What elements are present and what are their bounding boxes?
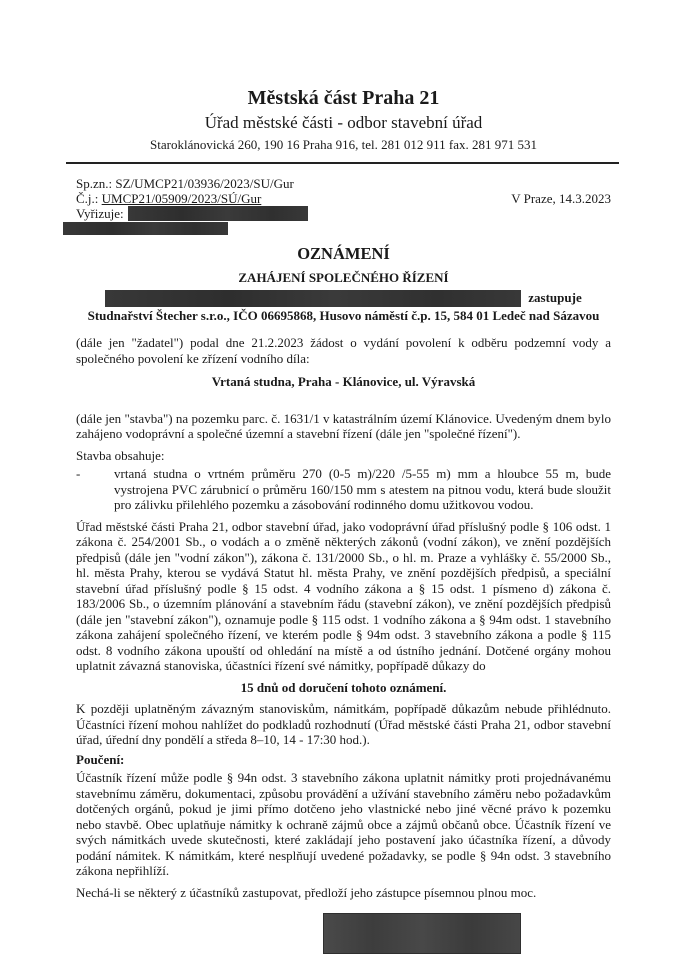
redaction-bar-handler-name [128,206,308,221]
authority-subtitle: Úřad městské části - odbor stavební úřad [204,113,483,132]
applicant-redacted-row [76,290,611,307]
header-divider [66,162,619,164]
authority-title: Městská část Praha 21 [247,87,440,109]
vyrizuje-row [76,206,611,221]
spzn-row [76,177,611,192]
paragraph-urad: Úřad městské části Praha 21, odbor stavební úřad, jako vodoprávní úřad příslušný podle § 106 odst. 1 zákona č. 254/2001 Sb., o vodách a o změně některých zákonů (vodní zákon), ve znění pozdějších předpisů (dále jen "vodní zákon"), zákona č. 131/2000 Sb., o hl. m. Praze a vyhlášky č. 55/2000 Sb., hl. města Prahy, kterou se vydává Statut hl. města Prahy, ve znění pozdějších předpisů, a speciální stavební úřad příslušný podle § 15 odst. 4 vodního zákona a § 15 odst. 1 písmeno d) zákona č. 183/2006 Sb., o územním plánování a stavebním řádu (stavební zákon), ve znění pozdějších předpisů (dále jen "stavební zákon"), oznamuje podle § 115 odst. 1 vodního zákona a § 94m odst. 1 stavebního zákona zahájení společného řízení, ve kterém podle § 94m odst. 3 stavebního zákona a podle § 115 odst. 8 vodního zákona upouští od ohledání na místě a od ústního jednání. Dotčené orgány mohou uplatnit závazná stanoviska, účastníci řízení své námitky, popřípadě důkazy do [76,518,611,673]
place-date: V Praze, 14.3.2023 [511,190,611,206]
notice-subheading: ZAHÁJENÍ SPOLEČNÉHO ŘÍZENÍ [238,270,449,285]
reference-block [76,177,611,235]
representative-line: Studnařství Štecher s.r.o., IČO 06695868, Husovo náměstí č.p. 15, 584 01 Ledeč nad Sázavou [87,307,600,323]
paragraph-stavba: (dále jen "stavba") na pozemku parc. č. 1631/1 v katastrálním území Klánovice. Uvedeným dnem bylo zahájeno vodoprávní a společné územní a stavební řízení (dále jen "společné řízení"). [76,410,611,441]
cj-label: Č.j.: [76,190,99,206]
spzn-label: Sp.zn.: [76,176,113,191]
notice-heading: OZNÁMENÍ [297,244,390,263]
paragraph-pozdeji: K později uplatněným závazným stanoviskům, námitkám, popřípadě důkazům nebude přihlédnuto. Účastníci řízení mohou nahlížet do podkladů rozhodnutí (Úřad městské části Praha 21, odbor stavební úřad, úřední dny pondělí a středa 8–10, 14 - 17:30 hod.). [76,701,611,747]
bullet-dash: - [76,466,81,481]
spzn-value: SZ/UMCP21/03936/2023/SU/Gur [115,176,294,191]
vyrizuje-label: Vyřizuje: [76,205,124,221]
paragraph-applicant: (dále jen "žadatel") podal dne 21.2.2023 žádost o vydání povolení k odběru podzemní vody a společného povolení ke zřízení vodního díla: [76,335,611,366]
deadline-line: 15 dnů od doručení tohoto oznámení. [240,679,447,695]
redaction-stamp-block [323,913,521,954]
letterhead [76,86,611,164]
bullet-text: vrtaná studna o vrtném průměru 270 (0-5 m)/220 /5-55 m) mm a hloubce 55 m, bude vystrojena PVC zárubnicí o průměru 160/150 mm s atestem na pitnou vodu, která bude sloužit pro zálivku přilehlého pozemku a zásobování rodinného domu užitkovou vodou. [114,466,611,512]
bullet-item [76,466,611,513]
cj-value: UMCP21/05909/2023/SÚ/Gur [101,190,262,206]
redaction-bar-applicant [105,290,521,307]
redaction-bar-contact [63,222,228,235]
paragraph-pouceni: Účastník řízení může podle § 94n odst. 3 stavebního zákona uplatnit námitky proti projednávanému stavebnímu záměru, dokumentaci, způsobu provádění a užívání stavebního záměru nebo požadavkům dotčených orgánů, pokud je jimi přímo dotčeno jeho vlastnické nebo jiné věcné právo k pozemku nebo stavbě. Obec uplatňuje námitky k ochraně zájmů obce a zájmů občanů obce. Účastník řízení ve svých námitkách uvede skutečnosti, které zakládají jeho postavení jako účastníka řízení, a důvody podání námitek. K námitkám, které nesplňují uvedené požadavky, se podle § 94n odst. 3 stavebního zákona nepřihlíží. [76,770,611,878]
paragraph-zastupovani: Nechá-li se některý z účastníků zastupovat, předloží jeho zástupce písemnou plnou moc. [76,884,537,900]
pouceni-label: Poučení: [76,751,125,767]
cj-row [76,192,611,207]
stavba-obsahuje-label: Stavba obsahuje: [76,447,165,463]
represents-label: zastupuje [528,290,582,306]
authority-address: Staroklánovická 260, 190 16 Praha 916, tel. 281 012 911 fax. 281 971 531 [150,137,537,152]
project-title: Vrtaná studna, Praha - Klánovice, ul. Výravská [211,374,476,389]
